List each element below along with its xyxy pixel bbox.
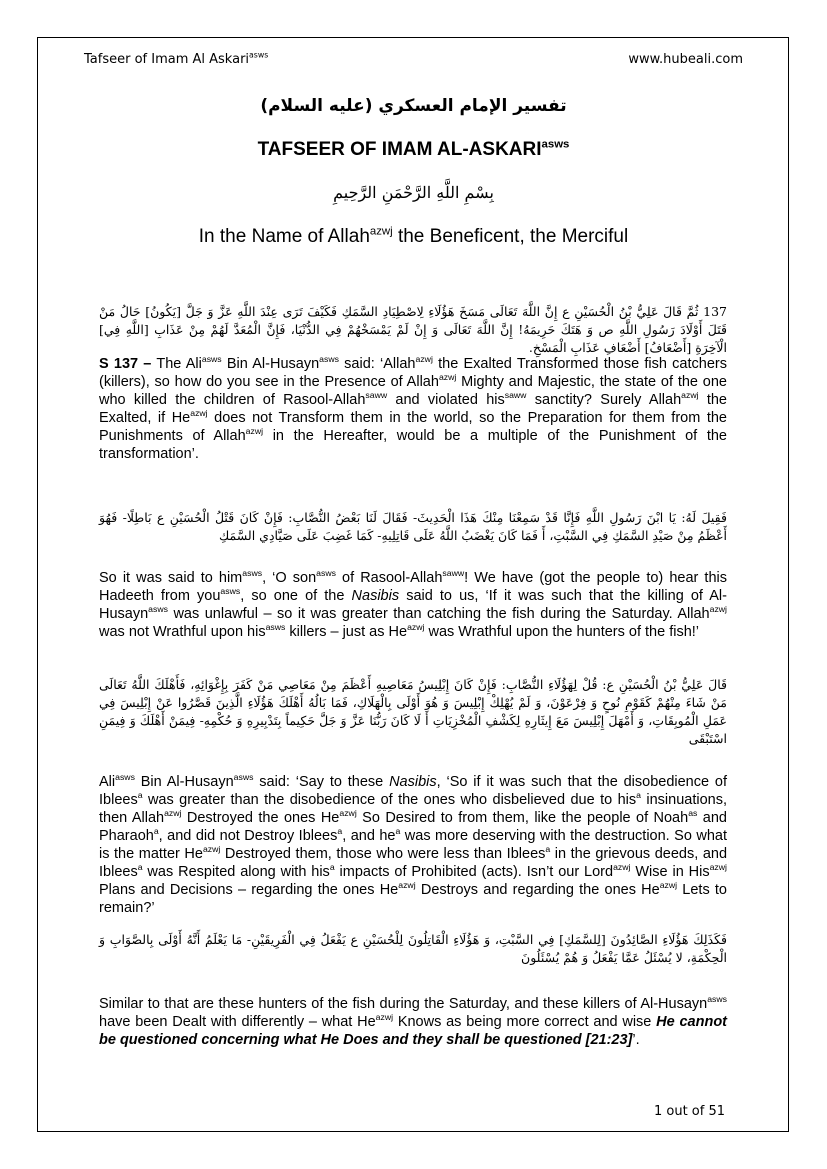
english-paragraph-3: Ali$^{asws}$ Bin Al-Husayn$^{asws}$ said: ‘Say to these Nasibis, ‘So if it was such that the disobedience of Iblees$^a$ was greater than the disobedience of the ones who disbelieved due to his$^a$ insinuations, then Allah$^{azwj}$ Destroyed the ones $He^{azwj}$ So Desired to from them, like the people of Noah$^{as}$ and Pharaoh$^a$, and did not Destroy Iblees$^a$, and $he^a$ was more deserving with the destruction. So what is the matter $He^{azwj}$ Destroyed them, those who were less than Iblees$^a$ in the grievous deeds, and Iblees$^a$ was Respited along with his$^a$ impacts of Prohibited (acts). Isn’t our Lord$^{azwj}$ Wise in His$^{azwj}$ Plans and Decisions – regarding the ones $He^{azwj}$ Destroys and regarding the ones $He^{azwj}$ Lets to remain?’ <box>99 772 728 916</box>
page-number: 1 out of 51 <box>653 1104 725 1119</box>
arabic-paragraph-1: 137 ثُمَّ قَالَ عَلِيُّ بْنُ الْحُسَيْنِ ع إِنَّ اللَّهَ تَعَالَى مَسَخَ هَؤُلَاءِ لِاصْطِيَادِ السَّمَكِ فَكَيْفَ تَرَى عِنْدَ اللَّهِ عَزَّ وَ جَلَّ [يَكُونُ] حَالُ مَنْ قَتَلَ أَوْلَادَ رَسُولِ اللَّهِ ص وَ هَتَكَ حَرِيمَهُ! إِنَّ اللَّهَ تَعَالَى وَ إِنْ لَمْ يَمْسَخْهُمْ فِي الدُّنْيَا، فَإِنَّ الْمُعَدَّ لَهُمْ مِنْ عَذَابِ [اللَّهِ فِي] الْآخِرَةِ [أَضْعَافُ] أَضْعَافِ عَذَابِ الْمَسْخِ. <box>99 304 727 355</box>
arabic-bismillah: بِسْمِ اللَّهِ الرَّحْمَنِ الرَّحِيمِ <box>333 183 494 202</box>
header-title: Tafseer of Imam Al Askari$^{asws}$ <box>84 50 269 67</box>
arabic-title: تفسير الإمام العسكري (عليه السلام) <box>260 96 567 116</box>
arabic-paragraph-3: قَالَ عَلِيُّ بْنُ الْحُسَيْنِ ع: قُلْ لِهَؤُلَاءِ النُّصَّابِ: فَإِنْ كَانَ إِبْلِيسُ مَعَاصِيهِ أَعْظَمَ مِنْ مَعَاصِي مَنْ كَفَرَ بِإِغْوَائِهِ، فَأَهْلَكَ اللَّهُ تَعَالَى مَنْ شَاءَ مِنْهُمْ كَقَوْمِ نُوحٍ وَ فِرْعَوْنَ، وَ لَمْ يُهْلِكْ إِبْلِيسَ وَ هُوَ أَوْلَى بِالْهَلَاكِ، فَمَا بَالُهُ أَهْلَكَ هَؤُلَاءِ الَّذِينَ قَصَّرُوا عَنْ إِبْلِيسَ فِي عَمَلِ الْمُوبِقَاتِ، وَ أَمْهَلَ إِبْلِيسَ مَعَ إِيثَارِهِ لِكَشْفِ الْمُخْزِيَاتِ أَ لَا كَانَ رَبُّنَا عَزَّ وَ جَلَّ حَكِيماً بِتَدْبِيرِهِ وَ حُكْمِهِ- فِيمَنْ أَهْلَكَ وَ فِيمَنِ اسْتَبْقَى <box>99 677 727 746</box>
header-website: www.hubeali.com <box>628 52 743 67</box>
english-paragraph-1: S 137 – The Ali$^{asws}$ Bin Al-Husayn$^{asws}$ said: ‘Allah$^{azwj}$ the Exalted Transformed those fish catchers (killers), so how do you see in the Presence of Allah$^{azwj}$ Mighty and Majestic, the state of the one who killed the children of Rasool-Allah$^{saww}$ and violated his$^{saww}$ sanctity? Surely Allah$^{azwj}$ the Exalted, if $He^{azwj}$ does not Transform them in the world, so the Preparation for them from the Punishments of Allah$^{azwj}$ in the Hereafter, would be a multiple of the Punishment of the transformation’. <box>99 354 727 462</box>
english-paragraph-2: So it was said to him$^{asws}$, ‘O son$^{asws}$ of Rasool-Allah$^{saww}$! We have (got the people to) hear this Hadeeth from you$^{asws}$, so one of the Nasibis said to us, ‘If it was such that the killing of Al-Husayn$^{asws}$ was unlawful – so it was greater than catching the fish during the Saturday. Allah$^{azwj}$ was not Wrathful upon his$^{asws}$ killers – just as $He^{azwj}$ was Wrathful upon the hunters of the fish!’ <box>99 568 727 640</box>
english-title: TAFSEER OF IMAM $AL-ASKARI^{asws}$ <box>257 138 570 160</box>
arabic-paragraph-2: فَقِيلَ لَهُ: يَا ابْنَ رَسُولِ اللَّهِ فَإِنَّا قَدْ سَمِعْنَا مِنْكَ هَذَا الْحَدِيثَ- فَقَالَ لَنَا بَعْضُ النُّصَّابِ: فَإِنْ كَانَ قَتْلُ الْحُسَيْنِ ع بَاطِلًا- فَهُوَ أَعْظَمُ مِنْ صَيْدِ السَّمَكِ فِي السَّبْتِ، أَ فَمَا كَانَ يَغْضَبُ اللَّهُ عَلَى قَاتِلِيهِ- كَمَا غَضِبَ عَلَى صَيَّادِي السَّمَكِ <box>99 510 727 543</box>
english-paragraph-4: Similar to that are these hunters of the fish during the Saturday, and these killers of Al-Husayn$^{asws}$ have been Dealt with differently – what $He^{azwj}$ Knows as being more correct and wise He cannot be questioned concerning what He Does and they shall be questioned [21:23]’. <box>99 994 728 1048</box>
arabic-paragraph-4: فَكَذَلِكَ هَؤُلَاءِ الصَّائِدُونَ [لِلسَّمَكِ] فِي السَّبْتِ، وَ هَؤُلَاءِ الْقَاتِلُونَ لِلْحُسَيْنِ ع يَفْعَلُ فِي الْفَرِيقَيْنِ- مَا يَعْلَمُ أَنَّهُ أَوْلَى بِالصَّوَابِ وَ الْحِكْمَةِ، لا يُسْئَلُ عَمَّا يَفْعَلُ وَ هُمْ يُسْئَلُونَ <box>99 932 727 965</box>
english-bismillah: In the Name of Allah$^{azwj}$ the Beneficent, the Merciful <box>198 225 629 247</box>
